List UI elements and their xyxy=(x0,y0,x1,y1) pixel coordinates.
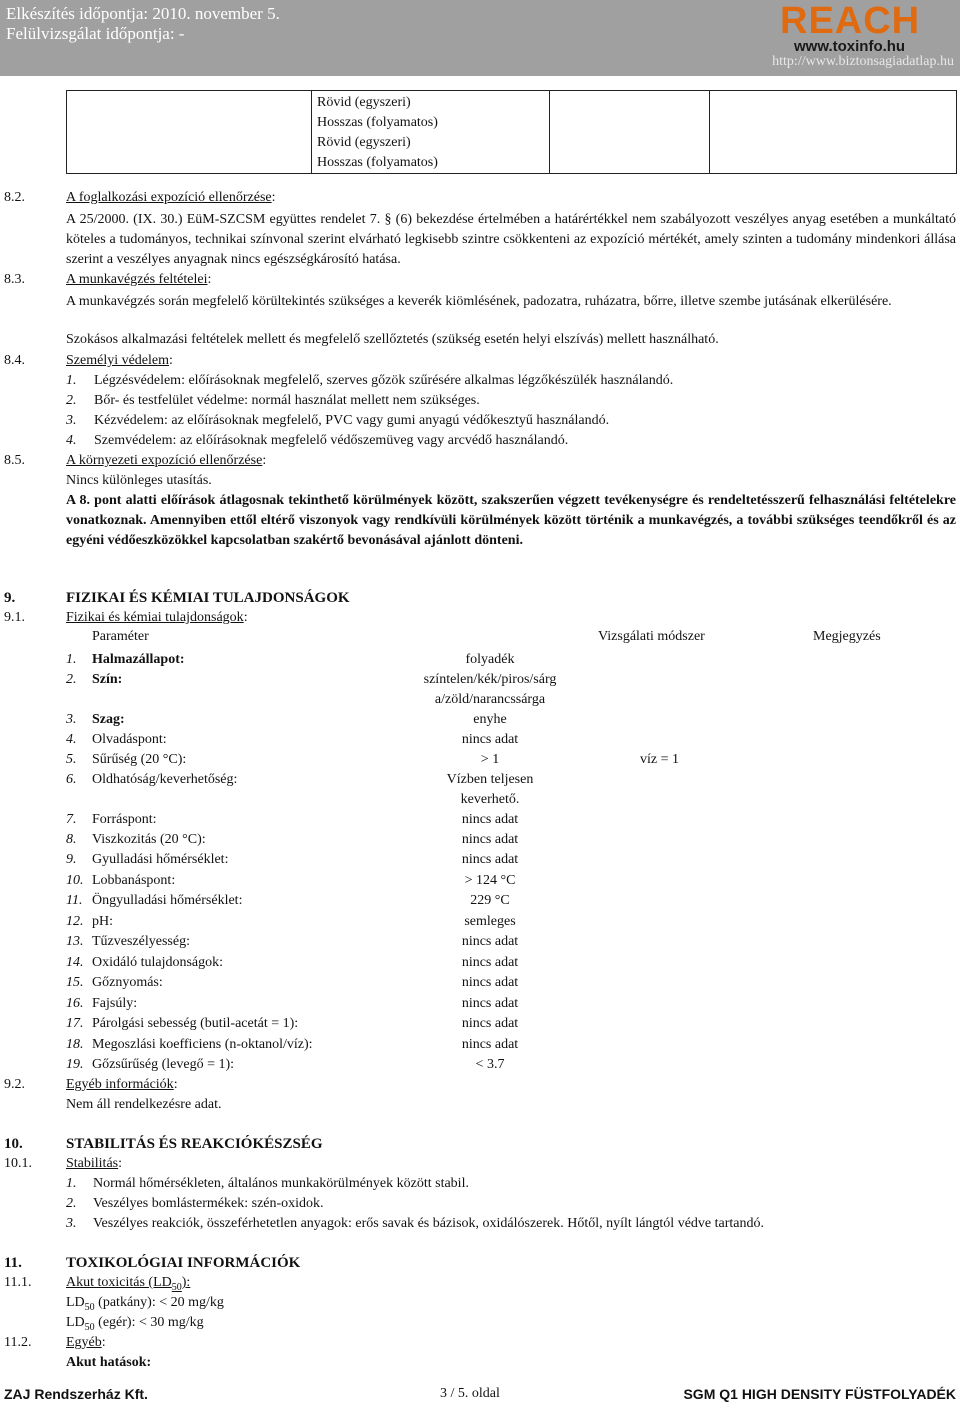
property-label: Tűzveszélyesség: xyxy=(92,934,190,949)
item-text: Veszélyes reakciók, összeférhetetlen anyagok: erős savak és bázisok, oxidálószerek. Hőtől, nyílt lángtól védve tartandó. xyxy=(93,1216,764,1231)
property-value: folyadék xyxy=(465,652,515,667)
property-name xyxy=(66,1016,298,1032)
property-label: Oldhatóság/keverhetőség: xyxy=(92,772,238,787)
property-number: 11. xyxy=(66,893,83,908)
ld-label: LD xyxy=(66,1295,85,1310)
property-number: 12. xyxy=(66,914,84,929)
property-value: > 1 xyxy=(480,752,500,767)
col-header-parameter: Paraméter xyxy=(92,629,149,644)
stability-item xyxy=(66,1196,324,1212)
prep-date: Elkészítés időpontja: 2010. november 5. xyxy=(6,4,280,23)
ld-label: LD xyxy=(66,1315,85,1330)
section-8-3-number: 8.3. xyxy=(4,272,25,287)
section-11-2-number: 11.2. xyxy=(4,1335,32,1350)
colon: : xyxy=(169,353,173,368)
property-name xyxy=(66,652,185,668)
section-8-5-title-text: A környezeti expozíció ellenőrzése xyxy=(66,453,263,468)
section-8-3-title-text: A munkavégzés feltételei xyxy=(66,272,208,287)
property-label: Sűrűség (20 °C): xyxy=(92,752,187,767)
property-name xyxy=(66,893,242,909)
property-label: Megoszlási koefficiens (n-oktanol/víz): xyxy=(92,1037,313,1052)
section-8-4-number: 8.4. xyxy=(4,353,25,368)
property-number: 15. xyxy=(66,975,84,990)
property-label: Olvadáspont: xyxy=(92,732,167,747)
item-number: 1. xyxy=(66,373,77,388)
property-label: Fajsúly: xyxy=(92,996,138,1011)
page-header xyxy=(0,0,960,76)
item-text: Bőr- és testfelület védelme: normál használat mellett nem szükséges. xyxy=(94,393,480,408)
table-cell xyxy=(550,91,710,174)
property-value: nincs adat xyxy=(461,832,519,847)
property-number: 18. xyxy=(66,1037,84,1052)
footer-product: SGM Q1 HIGH DENSITY FÜSTFOLYADÉK xyxy=(683,1386,956,1402)
acute-effects: Akut hatások: xyxy=(66,1355,152,1370)
section-8-2-title-text: A foglalkozási expozíció ellenőrzése xyxy=(66,190,272,205)
exposure-type: Rövid (egyszeri) xyxy=(317,135,411,150)
property-label: Gyulladási hőmérséklet: xyxy=(92,852,229,867)
property-number: 13. xyxy=(66,934,84,949)
section-8-2-title xyxy=(66,190,276,206)
item-text: Normál hőmérsékleten, általános munkakörülmények között stabil. xyxy=(93,1176,469,1191)
property-number: 7. xyxy=(66,812,77,827)
protection-item xyxy=(66,433,568,449)
section-9-number: 9. xyxy=(4,590,16,606)
property-value: > 124 °C xyxy=(464,873,516,888)
section-9-1-title xyxy=(66,610,248,626)
review-date: Felülvizsgálat időpontja: - xyxy=(6,24,185,43)
section-11-number: 11. xyxy=(4,1255,22,1271)
property-name xyxy=(66,975,163,991)
property-label: pH: xyxy=(92,914,113,929)
property-number: 16. xyxy=(66,996,84,1011)
property-name xyxy=(66,772,237,788)
property-label: Gőznyomás: xyxy=(92,975,163,990)
col-header-note: Megjegyzés xyxy=(813,629,881,644)
property-name xyxy=(66,852,228,868)
property-label: Halmazállapot: xyxy=(92,652,185,667)
property-name xyxy=(66,873,175,889)
item-number: 2. xyxy=(66,393,77,408)
col-header-method: Vizsgálati módszer xyxy=(598,629,705,644)
section-9-1-number: 9.1. xyxy=(4,610,25,625)
section-11-1-title-text: Akut toxicitás (LD xyxy=(66,1275,172,1290)
property-name xyxy=(66,934,190,950)
property-value: színtelen/kék/piros/sárg xyxy=(423,672,557,687)
item-number: 3. xyxy=(66,1216,77,1231)
property-value: semleges xyxy=(464,914,516,929)
item-number: 3. xyxy=(66,413,77,428)
property-label: Szag: xyxy=(92,712,125,727)
item-text: Légzésvédelem: előírásoknak megfelelő, szerves gőzök szűrésére alkalmas légzőkészülék használandó. xyxy=(94,373,674,388)
property-value: nincs adat xyxy=(461,732,519,747)
table-cell xyxy=(312,91,550,174)
colon: : xyxy=(262,453,267,468)
section-9-1-title-text: Fizikai és kémiai tulajdonságok xyxy=(66,610,244,625)
section-11-title: TOXIKOLÓGIAI INFORMÁCIÓK xyxy=(66,1255,301,1271)
property-value-cont: keverhető. xyxy=(460,792,520,807)
section-8-4-title-text: Személyi védelem xyxy=(66,353,170,368)
protection-item xyxy=(66,413,609,429)
exposure-type: Hosszas (folyamatos) xyxy=(317,115,438,130)
section-9-2-title xyxy=(66,1077,178,1093)
property-value: nincs adat xyxy=(461,975,519,990)
section-8-3-text-1: A munkavégzés során megfelelő körültekintés szükséges a keverék kiömlésének, padozatra, ruházatra, bőrre, illetve szembe jutásának elkerülésére. xyxy=(66,294,892,309)
section-8-3-text-2: Szokásos alkalmazási feltételek mellett és megfelelő szellőztetés (szükség esetén helyi elszívás) mellett használható. xyxy=(66,332,719,347)
colon: : xyxy=(101,1335,106,1350)
colon: : xyxy=(207,272,212,287)
section-8-4-title xyxy=(66,353,173,369)
section-9-2-number: 9.2. xyxy=(4,1077,25,1092)
table-cell xyxy=(67,91,312,174)
section-10-1-title-text: Stabilitás xyxy=(66,1156,119,1171)
property-name xyxy=(66,955,223,971)
property-label: Viszkozitás (20 °C): xyxy=(92,832,206,847)
site-url[interactable]: http://www.biztonsagiadatlap.hu xyxy=(772,54,954,69)
colon: : xyxy=(271,190,276,205)
logo-url: www.toxinfo.hu xyxy=(794,38,906,55)
exposure-type: Hosszas (folyamatos) xyxy=(317,155,438,170)
property-number: 4. xyxy=(66,732,77,747)
property-name xyxy=(66,672,122,688)
property-number: 14. xyxy=(66,955,84,970)
item-number: 4. xyxy=(66,433,77,448)
property-label: Párolgási sebesség (butil-acetát = 1): xyxy=(92,1016,299,1031)
colon: : xyxy=(173,1077,178,1092)
property-name xyxy=(66,1057,234,1073)
property-number: 6. xyxy=(66,772,77,787)
section-8-2-number: 8.2. xyxy=(4,190,25,205)
section-10-number: 10. xyxy=(4,1136,23,1152)
reach-logo xyxy=(780,0,930,55)
property-label: Öngyulladási hőmérséklet: xyxy=(92,893,243,908)
item-text: Kézvédelem: az előírásoknak megfelelő, PVC vagy gumi anyagú védőkesztyű használandó. xyxy=(94,413,610,428)
section-8-5-title xyxy=(66,453,266,469)
section-8-3-title xyxy=(66,272,211,288)
section-9-2-text: Nem áll rendelkezésre adat. xyxy=(66,1097,222,1112)
footer-company: ZAJ Rendszerház Kft. xyxy=(4,1386,148,1402)
property-value: Vízben teljesen xyxy=(446,772,534,787)
property-method: víz = 1 xyxy=(640,752,679,767)
property-name xyxy=(66,1037,313,1053)
section-11-1-title xyxy=(66,1275,190,1293)
property-number: 17. xyxy=(66,1016,84,1031)
property-name xyxy=(66,812,157,828)
property-value: nincs adat xyxy=(461,934,519,949)
subscript: 50 xyxy=(171,1281,182,1293)
exposure-table xyxy=(66,90,957,174)
protection-item xyxy=(66,393,480,409)
subscript: 50 xyxy=(84,1321,95,1333)
property-number: 5. xyxy=(66,752,77,767)
property-value: nincs adat xyxy=(461,852,519,867)
property-value: nincs adat xyxy=(461,996,519,1011)
property-number: 3. xyxy=(66,712,77,727)
property-name xyxy=(66,832,206,848)
property-number: 2. xyxy=(66,672,77,687)
property-value: nincs adat xyxy=(461,1037,519,1052)
item-number: 1. xyxy=(66,1176,77,1191)
section-11-1-title-end: ): xyxy=(181,1275,191,1290)
property-name xyxy=(66,752,186,768)
item-text: Veszélyes bomlástermékek: szén-oxidok. xyxy=(93,1196,324,1211)
stability-item xyxy=(66,1216,764,1232)
property-value: nincs adat xyxy=(461,1016,519,1031)
section-10-1-title xyxy=(66,1156,122,1172)
property-number: 9. xyxy=(66,852,77,867)
protection-item xyxy=(66,373,673,389)
section-11-2-title xyxy=(66,1335,106,1351)
exposure-types xyxy=(312,91,549,173)
property-label: Forráspont: xyxy=(92,812,157,827)
ld50-rat xyxy=(66,1295,224,1313)
section-11-2-title-text: Egyéb xyxy=(66,1335,102,1350)
property-name xyxy=(66,732,167,748)
property-name xyxy=(66,996,137,1012)
property-value: nincs adat xyxy=(461,812,519,827)
property-number: 8. xyxy=(66,832,77,847)
property-number: 19. xyxy=(66,1057,84,1072)
section-8-5-text: Nincs különleges utasítás. xyxy=(66,473,212,488)
item-text: Szemvédelem: az előírásoknak megfelelő védőszemüveg vagy arcvédő használandó. xyxy=(94,433,569,448)
colon: : xyxy=(243,610,248,625)
property-value: 229 °C xyxy=(470,893,510,908)
property-label: Szín: xyxy=(92,672,123,687)
ld50-mouse xyxy=(66,1315,204,1333)
section-11-1-number: 11.1. xyxy=(4,1275,32,1290)
subscript: 50 xyxy=(84,1301,95,1313)
ld-mouse-value: (egér): < 30 mg/kg xyxy=(94,1315,204,1330)
colon: : xyxy=(118,1156,123,1171)
property-label: Lobbanáspont: xyxy=(92,873,176,888)
section-10-title: STABILITÁS ÉS REAKCIÓKÉSZSÉG xyxy=(66,1136,323,1152)
table-cell xyxy=(710,91,957,174)
property-name xyxy=(66,914,113,930)
property-number: 10. xyxy=(66,873,84,888)
footer-page: 3 / 5. oldal xyxy=(440,1386,500,1401)
property-name xyxy=(66,712,125,728)
logo-text: REACH xyxy=(780,0,921,42)
property-value-cont: a/zöld/narancssárga xyxy=(434,692,546,707)
section-10-1-number: 10.1. xyxy=(4,1156,32,1171)
property-label: Oxidáló tulajdonságok: xyxy=(92,955,224,970)
item-number: 2. xyxy=(66,1196,77,1211)
section-9-title: FIZIKAI ÉS KÉMIAI TULAJDONSÁGOK xyxy=(66,590,350,606)
ld-rat-value: (patkány): < 20 mg/kg xyxy=(94,1295,224,1310)
section-8-5-note: A 8. pont alatti előírások átlagosnak tekinthető körülmények között, szakszerűen végzett tevékenységre és rendeltetésszerű felhasználási feltételekre vonatkoznak. Amennyiben ettől eltérő viszonyok vagy rendkívüli körülmények között történik a munkavégzés, a további szükséges teendőkről és az egyéni védőeszközökkel kapcsolatban szakértő bevonásával ajánlott dönteni. xyxy=(66,493,956,548)
property-label: Gőzsűrűség (levegő = 1): xyxy=(92,1057,235,1072)
exposure-type: Rövid (egyszeri) xyxy=(317,95,411,110)
property-number: 1. xyxy=(66,652,77,667)
section-9-2-title-text: Egyéb információk xyxy=(66,1077,174,1092)
property-value: enyhe xyxy=(473,712,507,727)
section-8-5-number: 8.5. xyxy=(4,453,25,468)
property-value: < 3.7 xyxy=(475,1057,505,1072)
stability-item xyxy=(66,1176,469,1192)
property-value: nincs adat xyxy=(461,955,519,970)
section-8-2-text: A 25/2000. (IX. 30.) EüM-SZCSM együttes rendelet 7. § (6) bekezdése értelmében a határértékkel nem szabályozott veszélyes anyag esetében a munkáltató köteles a tudományos, technikai színvonal szerint elvárható legkisebb szintre csökkenteni az expozíció mértékét, amely szinten a tudomány mindenkori állása szerint a veszélyes anyagnak nincs egészségkárosító hatása. xyxy=(66,212,956,267)
